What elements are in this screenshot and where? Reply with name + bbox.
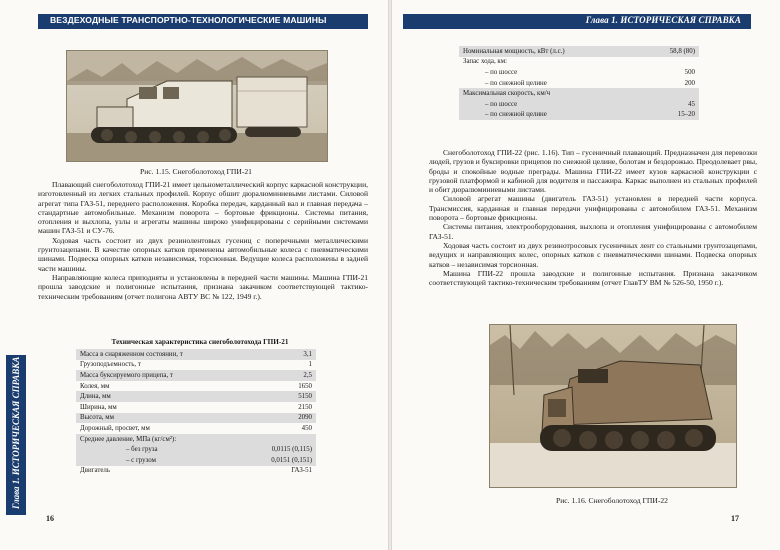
row-label: Двигатель [80, 467, 110, 475]
row-label: Максимальная скорость, км/ч [459, 88, 643, 99]
row-value: 5150 [243, 391, 316, 402]
row-value: 1 [308, 361, 312, 369]
row-label: – по снежной целине [459, 110, 643, 121]
right-page-number: 17 [731, 514, 739, 523]
paragraph: Ходовая часть состоит из двух резинотросовых гусеничных лент со стальными грунтозацепами, ведущих и направляющих колес, опорных катков с пневматическими шинами. Подвеска опорных катков – независимая торсионная. [429, 240, 757, 269]
row-label: – по шоссе [459, 99, 643, 110]
table-row [76, 466, 316, 477]
table-row [76, 402, 316, 413]
figure-caption-1-15: Рис. 1.15. Снегоболотоход ГПИ-21 [140, 167, 252, 176]
chapter-side-tab [6, 355, 26, 515]
row-value: 0,0151 (0,151) [243, 455, 316, 466]
row-label: – по шоссе [485, 68, 518, 76]
photo-gpi-22 [489, 324, 737, 488]
table-row [459, 110, 699, 121]
row-value [243, 434, 316, 445]
row-label: Масса буксируемого прицепа, т [76, 370, 243, 381]
row-value: ГАЗ-51 [291, 467, 312, 475]
row-value: 500 [684, 68, 695, 76]
left-running-header [38, 14, 368, 29]
table-row [76, 413, 316, 424]
row-value: 15–20 [643, 110, 699, 121]
row-label: Масса в снаряженном состоянии, т [76, 349, 243, 360]
paragraph: Плавающий снегоболотоход ГПИ-21 имеет цельнометаллический корпус каркасной конструкции, изготовленный из легких стальных профилей. Корпус обшит дюралюминиевыми листами. Силовой агрегат типа ГАЗ-51, переднего расположения. Коробка передач, карданный вал и главная передача – стандартные автомобильные. Механизм поворота – бортовые фрикционы. Системы питания, отопления и выхлопа, узлы и агрегаты машины широко унифицированы с серийными системами машин ГАЗ-51 и СУ-76. [38, 180, 368, 236]
paragraph: Ходовая часть состоит из двух резинолентовых гусениц с поперечными металлическими грунтозацепами. В качестве опорных катков применены автомобильные колеса с пневматическими шинами. Подвеска опорных катков независимая, торсионная. Ведущие колеса расположены в задней части машины. [38, 235, 368, 273]
row-value: 450 [301, 424, 312, 432]
table-row [459, 78, 699, 89]
row-value: 58,8 (80) [643, 46, 699, 57]
row-label: Ширина, мм [80, 403, 117, 411]
row-label: Среднее давление, МПа (кг/см²): [76, 434, 243, 445]
table-row [76, 381, 316, 392]
row-value: 2090 [243, 413, 316, 424]
row-label: Высота, мм [76, 413, 243, 424]
right-header-title: Глава 1. ИСТОРИЧЕСКАЯ СПРАВКА [585, 15, 741, 25]
spec-table-gpi-21-continued [459, 46, 699, 120]
row-value: 2,5 [243, 370, 316, 381]
table-row [459, 88, 699, 99]
photo-gpi-21 [66, 50, 328, 162]
table-row [76, 349, 316, 360]
row-value: 2150 [298, 403, 312, 411]
table-row [76, 455, 316, 466]
table-row [459, 99, 699, 110]
table-row [76, 370, 316, 381]
row-value: 1650 [298, 382, 312, 390]
right-running-header [403, 14, 751, 29]
paragraph: Снегоболотоход ГПИ-22 (рис. 1.16). Тип – гусеничный плавающий. Предназначен для перевозки людей, грузов и буксировки прицепов по снежной целине, болотам и бездорожью. Преодолевает рвы, броды и спокойные водные преграды. Машина ГПИ-22 имеет кузов каркасной конструкции с грузовой платформой и кабиной для водителя и пассажира. Каркас выполнен из стальных профилей и обит дюралюминиевыми листами. [429, 148, 757, 195]
left-page [0, 0, 389, 550]
row-label: Номинальная мощность, кВт (л.с.) [459, 46, 643, 57]
spec-table-title: Техническая характеристика снегоболотохода ГПИ-21 [111, 338, 289, 346]
table-row [76, 423, 316, 434]
spec-table-gpi-21 [76, 349, 316, 476]
paragraph: Силовой агрегат машины (двигатель ГАЗ-51) установлен в передней части корпуса. Трансмиссия, карданная и главная передачи унифицированы с автомобилем ГАЗ-51. Механизм поворота – бортовые фрикционы. [429, 194, 757, 223]
row-label: Длина, мм [76, 391, 243, 402]
row-value: 3,1 [243, 349, 316, 360]
row-value [643, 57, 699, 68]
table-row [76, 360, 316, 371]
figure-caption-1-16: Рис. 1.16. Снегоболотоход ГПИ-22 [556, 496, 668, 505]
side-tab-label: Глава 1. ИСТОРИЧЕСКАЯ СПРАВКА [11, 356, 21, 509]
left-page-number: 16 [46, 514, 54, 523]
left-header-title: ВЕЗДЕХОДНЫЕ ТРАНСПОРТНО-ТЕХНОЛОГИЧЕСКИЕ МАШИНЫ [50, 15, 327, 25]
row-label: – по снежной целине [485, 79, 547, 87]
table-row [459, 57, 699, 68]
row-value [643, 88, 699, 99]
paragraph: Машина ГПИ-22 прошла заводские и полигонные испытания. Признана заказчиком соответствующей тактико-техническим требованиям (отчет ГлавТУ ВМ № 526-50, 1950 г.). [429, 268, 757, 288]
gpi-21-vehicle-image [67, 51, 327, 161]
right-body-text [429, 148, 757, 287]
right-page [391, 0, 780, 550]
row-label: Запас хода, км: [463, 58, 508, 66]
gpi-22-vehicle-image [490, 325, 736, 487]
row-value: 45 [643, 99, 699, 110]
table-row [459, 46, 699, 57]
row-label: Дорожный, просвет, мм [80, 424, 150, 432]
table-row [76, 391, 316, 402]
row-label: Колея, мм [80, 382, 110, 390]
paragraph: Системы питания, электрооборудования, выхлопа и отопления унифицированы с автомобилем ГАЗ-51. [429, 222, 757, 241]
row-value: 200 [684, 79, 695, 87]
row-value: 0,0115 (0,115) [243, 444, 316, 455]
row-label: Грузоподъемность, т [80, 361, 141, 369]
left-body-text [38, 180, 368, 301]
row-label: – с грузом [76, 455, 243, 466]
paragraph: Направляющие колеса приподняты и установлены в передней части машины. Машина ГПИ-21 прошла заводские и полигонные испытания, признана закачиком соответствующей тактико-техническим требованиям (отчет полигона АВТУ ВС № 122, 1949 г.). [38, 272, 368, 301]
table-row [459, 67, 699, 78]
row-label: – без груза [76, 444, 243, 455]
table-row [76, 434, 316, 445]
table-row [76, 444, 316, 455]
